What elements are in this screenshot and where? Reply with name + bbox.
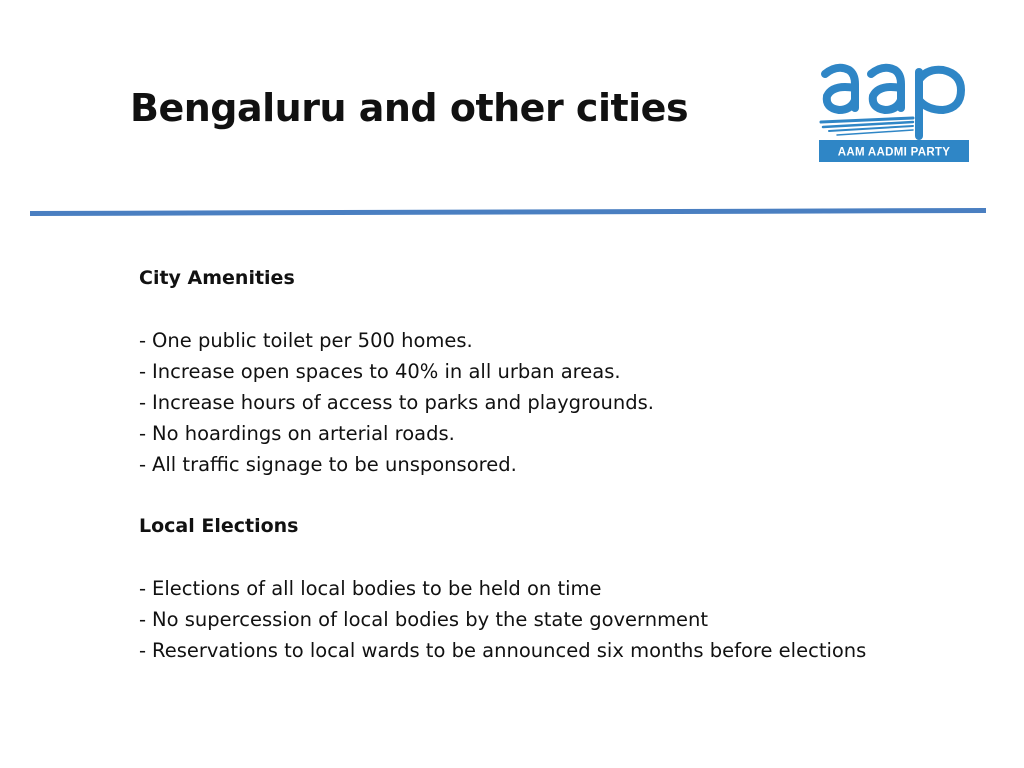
list-item: - Increase open spaces to 40% in all urban areas. [139, 360, 621, 383]
slide-content [139, 263, 999, 666]
list-item: - No supercession of local bodies by the state government [139, 608, 709, 631]
slide-title: Bengaluru and other cities [130, 86, 689, 130]
list-item: - All traffic signage to be unsponsored. [139, 453, 517, 476]
svg-text:AAM AADMI PARTY: AAM AADMI PARTY [837, 146, 951, 159]
list-item: - Increase hours of access to parks and playgrounds. [139, 391, 654, 414]
list-item: - No hoardings on arterial roads. [139, 422, 455, 445]
list-item: - Elections of all local bodies to be held on time [139, 577, 602, 600]
title-divider [30, 205, 986, 219]
section-heading-local-elections: Local Elections [139, 515, 299, 537]
aap-logo [815, 58, 975, 166]
list-item: - One public toilet per 500 homes. [139, 329, 473, 352]
list-item: - Reservations to local wards to be announced six months before elections [139, 639, 867, 662]
section-heading-city-amenities: City Amenities [139, 267, 295, 289]
